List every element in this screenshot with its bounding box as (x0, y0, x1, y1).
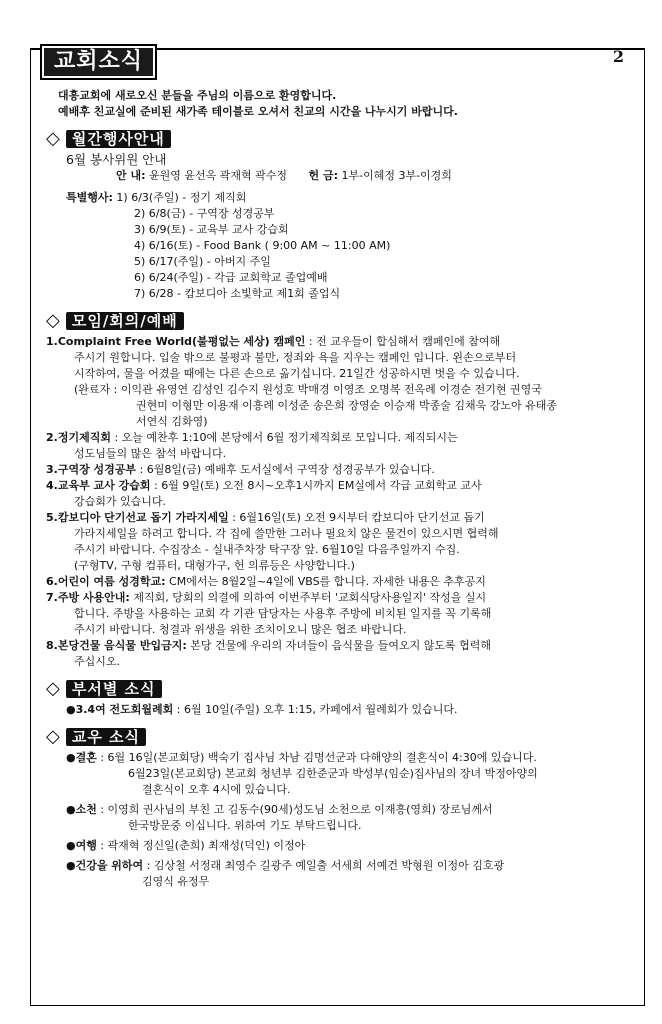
member-item-wedding: ●결혼 : 6월 16일(본교회당) 백숙기 집사님 차남 김명선군과 다해양의 결혼식이 4:30에 있습니다. (66, 751, 537, 764)
meeting-item-1-line: 서연식 김화영) (136, 415, 208, 428)
diamond-icon: ◇ (46, 310, 60, 331)
diamond-icon: ◇ (46, 726, 60, 747)
section-title: 월간행사안내 (66, 130, 171, 148)
meeting-item-5-line: (구형TV, 구형 컴퓨터, 대형가구, 헌 의류등은 사양합니다.) (74, 559, 355, 572)
special-event-line: 5) 6/17(주일) - 아버지 주일 (134, 255, 271, 268)
special-event-line: 2) 6/8(금) - 구역장 성경공부 (134, 207, 275, 220)
section-title: 모임/회의/예배 (66, 312, 184, 330)
volunteer-heading: 6월 봉사위원 안내 (66, 152, 167, 167)
diamond-icon: ◇ (46, 678, 60, 699)
bulletin-content (46, 88, 626, 890)
meeting-item-7-line: 주시기 바랍니다. 청결과 위생을 위한 조치이오니 많은 협조 바랍니다. (74, 623, 407, 636)
meeting-item-8: 8.본당건물 음식물 반입금지: 본당 건물에 우리의 자녀들이 음식물을 들여오지 않도록 협력해 (46, 639, 492, 652)
meeting-item-7: 7.주방 사용안내: 제직회, 당회의 의결에 의하여 이번주부터 '교회식당사용일지' 작성을 실시 (46, 591, 487, 604)
section-meetings (46, 312, 626, 330)
section-members (46, 728, 626, 746)
welcome-line-2: 예배후 친교실에 준비된 새가족 테이블로 오셔서 친교의 시간을 나누시기 바랍니다. (58, 105, 458, 118)
meeting-item-3: 3.구역장 성경공부 : 6월8일(금) 예배후 도서실에서 구역장 성경공부가 있습니다. (46, 463, 435, 476)
meeting-item-8-line: 주십시오. (74, 655, 121, 668)
meeting-item-2: 2.정기제직회 : 오늘 예찬후 1:10에 본당에서 6월 정기제직회로 모입니다. 제직되시는 (46, 431, 458, 444)
special-event-line: 4) 6/16(토) - Food Bank ( 9:00 AM ~ 11:00 AM) (134, 239, 391, 252)
meeting-item-1-line: 주시기 원합니다. 입술 밖으로 불평과 불만, 정죄와 욕을 지우는 캠페인 입니다. 왼손으로부터 (74, 351, 517, 364)
meeting-item-4-line: 강습회가 있습니다. (74, 495, 167, 508)
meeting-item-5: 5.캄보디아 단기선교 돕기 가라지세일 : 6월16일(토) 오전 9시부터 캄보디아 단기선교 돕기 (46, 511, 485, 524)
special-event-line: 6) 6/24(주일) - 각급 교회학교 졸업예배 (134, 271, 328, 284)
meeting-item-1-line: 시작하여, 물을 어겼을 때에는 다른 손으로 옮기십니다. 21일간 성공하시면 벗을 수 있습니다. (74, 367, 520, 380)
meeting-item-5-line: 가라지세일을 하려고 합니다. 각 집에 쓸만한 그러나 필요치 않은 물건이 있으시면 협력해 (74, 527, 499, 540)
meeting-item-5-line: 주시기 바랍니다. 수집장소 - 실내주차장 탁구장 앞. 6월10일 다음주일까지 수집. (74, 543, 460, 556)
meeting-item-1-line: (완료자 : 이익관 유영연 김성인 김수지 원성호 박매경 이영조 오명복 전옥례 이경순 전기현 권영국 (74, 383, 542, 396)
member-item-line: 김영식 유정무 (142, 875, 210, 888)
member-item-health: ●건강을 위하여 : 김상철 서정래 최영수 길광주 예일출 서세희 서예건 박형원 이정아 김호광 (66, 859, 505, 872)
welcome-line-1: 대흥교회에 새로오신 분들을 주님의 이름으로 환영합니다. (58, 89, 337, 102)
section-title: 교우 소식 (66, 728, 146, 746)
page-number: 2 (612, 47, 624, 66)
member-item-line: 결혼식이 오후 4시에 있습니다. (142, 783, 291, 796)
department-item: ●3.4여 전도회월례회 : 6월 10일(주일) 오후 1:15, 카페에서 월례회가 있습니다. (66, 703, 458, 716)
meeting-item-4: 4.교육부 교사 강습회 : 6월 9일(토) 오전 8시~오후1시까지 EM실에서 각급 교회학교 교사 (46, 479, 482, 492)
meeting-item-1: 1.Complaint Free World(불평없는 세상) 캠페인 : 전 교우들이 합심해서 캠페인에 참여해 (46, 335, 501, 348)
page-title: 교회소식 (40, 44, 157, 80)
meeting-item-6: 6.어린이 여름 성경학교: CM에서는 8월2일~4일에 VBS를 합니다. 자세한 내용은 추후공지 (46, 575, 486, 588)
member-item-condolence: ●소천 : 이영희 권사님의 부친 고 김동수(90세)성도님 소천으로 이재흥(영희) 장로님께서 (66, 803, 493, 816)
member-item-travel: ●여행 : 곽재혁 정신일(춘희) 최재성(덕인) 이정아 (66, 839, 306, 852)
meeting-item-7-line: 합니다. 주방을 사용하는 교회 각 기관 담당자는 사용후 주방에 비치된 일지를 꼭 기록해 (74, 607, 492, 620)
section-monthly (46, 130, 626, 148)
special-event-line: 7) 6/28 - 캄보디아 소빛학교 제1회 졸업식 (134, 287, 341, 300)
special-event-line: 3) 6/9(토) - 교육부 교사 강습회 (134, 223, 289, 236)
member-item-line: 한국방문중 이십니다. 위하여 기도 부탁드립니다. (128, 819, 362, 832)
section-departments (46, 680, 626, 698)
volunteer-line: 안 내: 윤원영 윤선옥 곽재혁 곽수정 헌 금: 1부-이혜정 3부-이경희 (116, 169, 452, 182)
meeting-item-1-line: 권현미 이형만 이용재 이흥례 이성준 송은희 장영순 이승재 박종술 김채욱 강노아 유태종 (136, 399, 557, 412)
meeting-item-2-line: 성도님들의 많은 참석 바랍니다. (74, 447, 227, 460)
diamond-icon: ◇ (46, 128, 60, 149)
special-events (46, 190, 626, 302)
member-item-line: 6월23일(본교회당) 본교회 청년부 김한준군과 박성부(임순)집사님의 장녀 박정아양의 (128, 767, 538, 780)
section-title: 부서별 소식 (66, 680, 162, 698)
special-event-line: 특별행사: 1) 6/3(주일) - 정기 제직회 (66, 191, 247, 204)
